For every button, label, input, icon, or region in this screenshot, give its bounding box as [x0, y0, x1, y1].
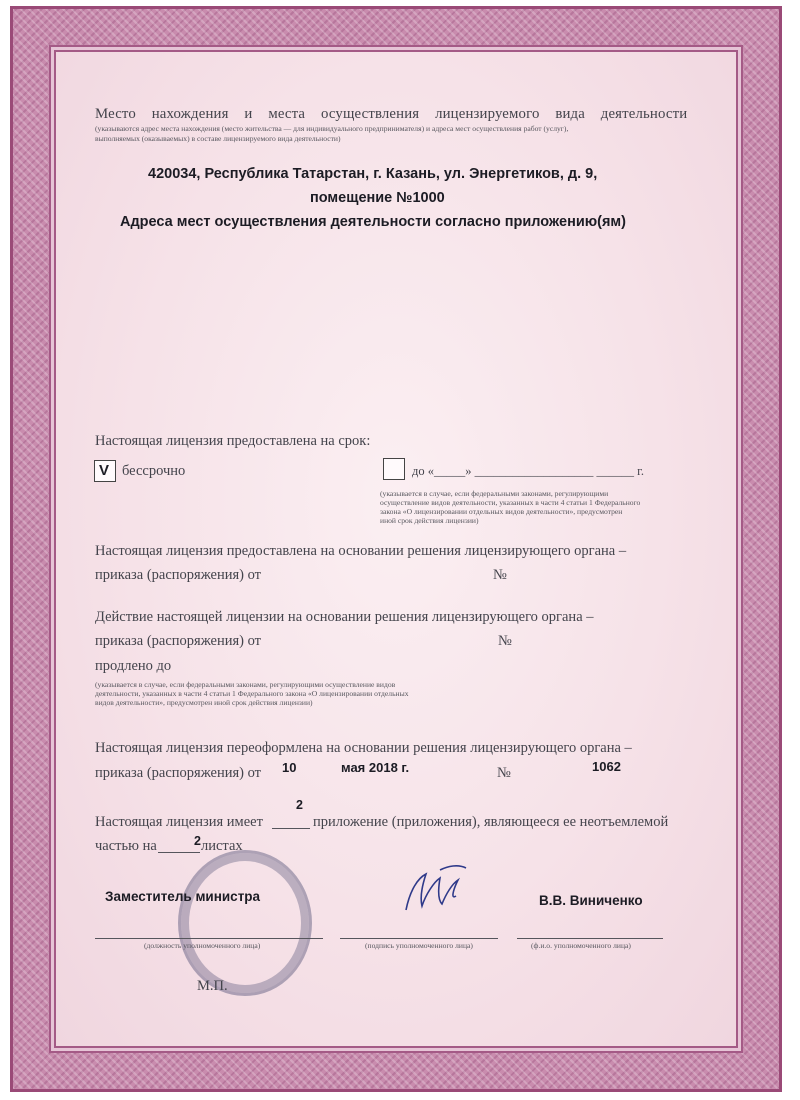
reissue-month-year: мая 2018 г. [341, 760, 410, 775]
extension-number-sign: № [498, 633, 512, 649]
caption-position: (должность уполномоченного лица) [144, 941, 261, 950]
extension-note-1: (указывается в случае, если федеральными законами, регулирующими осуществление видов [95, 680, 396, 689]
term-label: Настоящая лицензия предоставлена на срок: [95, 433, 371, 449]
seal-label: М.П. [197, 978, 228, 994]
position-line [95, 938, 323, 939]
address-line-2: помещение №1000 [310, 190, 445, 206]
reissue-number-sign: № [497, 765, 511, 781]
handwritten-signature [396, 860, 476, 920]
address-line-1: 420034, Республика Татарстан, г. Казань, ул. Энергетиков, д. 9, [148, 166, 598, 182]
reissue-number: 1062 [592, 759, 621, 774]
basis-line-1: Настоящая лицензия предоставлена на основании решения лицензирующего органа – [95, 543, 627, 559]
address-line-3: Адреса мест осуществления деятельности согласно приложению(ям) [120, 214, 626, 230]
appendix-prefix: Настоящая лицензия имеет [95, 814, 263, 830]
extension-note-3: видов деятельности», предусмотрен иной срок действия лицензии) [95, 698, 313, 707]
sheets-line [158, 852, 200, 853]
reissue-day: 10 [282, 760, 297, 775]
term-note-1: (указывается в случае, если федеральными законами, регулирующими [380, 489, 609, 498]
extension-line-2: приказа (распоряжения) от [95, 633, 261, 649]
until-label: до «_____» ___________________ ______ г. [412, 464, 644, 478]
caption-name: (ф.и.о. уполномоченного лица) [531, 941, 631, 950]
basis-number-sign: № [493, 567, 507, 583]
unlimited-label: бессрочно [122, 463, 186, 479]
location-heading: Место нахождения и места осуществления лицензируемого вида деятельности [95, 106, 688, 122]
name-line [517, 938, 663, 939]
appendix-suffix: приложение (приложения), являющееся ее неотъемлемой [313, 814, 669, 830]
checkbox-mark: V [99, 462, 110, 479]
seal-inner-text [234, 875, 258, 941]
reissue-line-1: Настоящая лицензия переоформлена на основании решения лицензирующего органа – [95, 740, 632, 756]
term-note-4: иной срок действия лицензии) [380, 516, 479, 525]
location-note-1: (указываются адрес места нахождения (место жительства — для индивидуального предпринимателя) и адреса мест осуществления работ (услуг), [95, 124, 569, 133]
extended-until-label: продлено до [95, 658, 172, 674]
term-note-2: осуществление видов деятельности, указанных в части 4 статьи 1 Федерального [380, 498, 641, 507]
basis-line-2: приказа (распоряжения) от [95, 567, 261, 583]
sheets-count: 2 [194, 834, 201, 848]
extension-line-1: Действие настоящей лицензии на основании решения лицензирующего органа – [95, 609, 594, 625]
until-checkbox [383, 458, 405, 480]
signatory-position: Заместитель министра [105, 889, 261, 904]
caption-signature: (подпись уполномоченного лица) [365, 941, 473, 950]
signature-line [340, 938, 498, 939]
term-note-3: закона «О лицензировании отдельных видов деятельности», предусмотрен [380, 507, 623, 516]
location-note-2: выполняемых (оказываемых) в составе лицензируемого вида деятельности) [95, 134, 341, 143]
extension-note-2: деятельности, указанных в части 4 статьи 1 Федерального закона «О лицензировании отдельных [95, 689, 409, 698]
appendix-count: 2 [296, 798, 303, 812]
unlimited-checkbox [94, 460, 116, 482]
official-seal [178, 850, 312, 996]
reissue-line-2: приказа (распоряжения) от [95, 765, 261, 781]
appendix-line2-suffix: листах [201, 838, 243, 854]
appendix-line2-prefix: частью на [95, 838, 157, 854]
appendix-count-line [272, 828, 310, 829]
signatory-name: В.В. Виниченко [539, 893, 643, 908]
